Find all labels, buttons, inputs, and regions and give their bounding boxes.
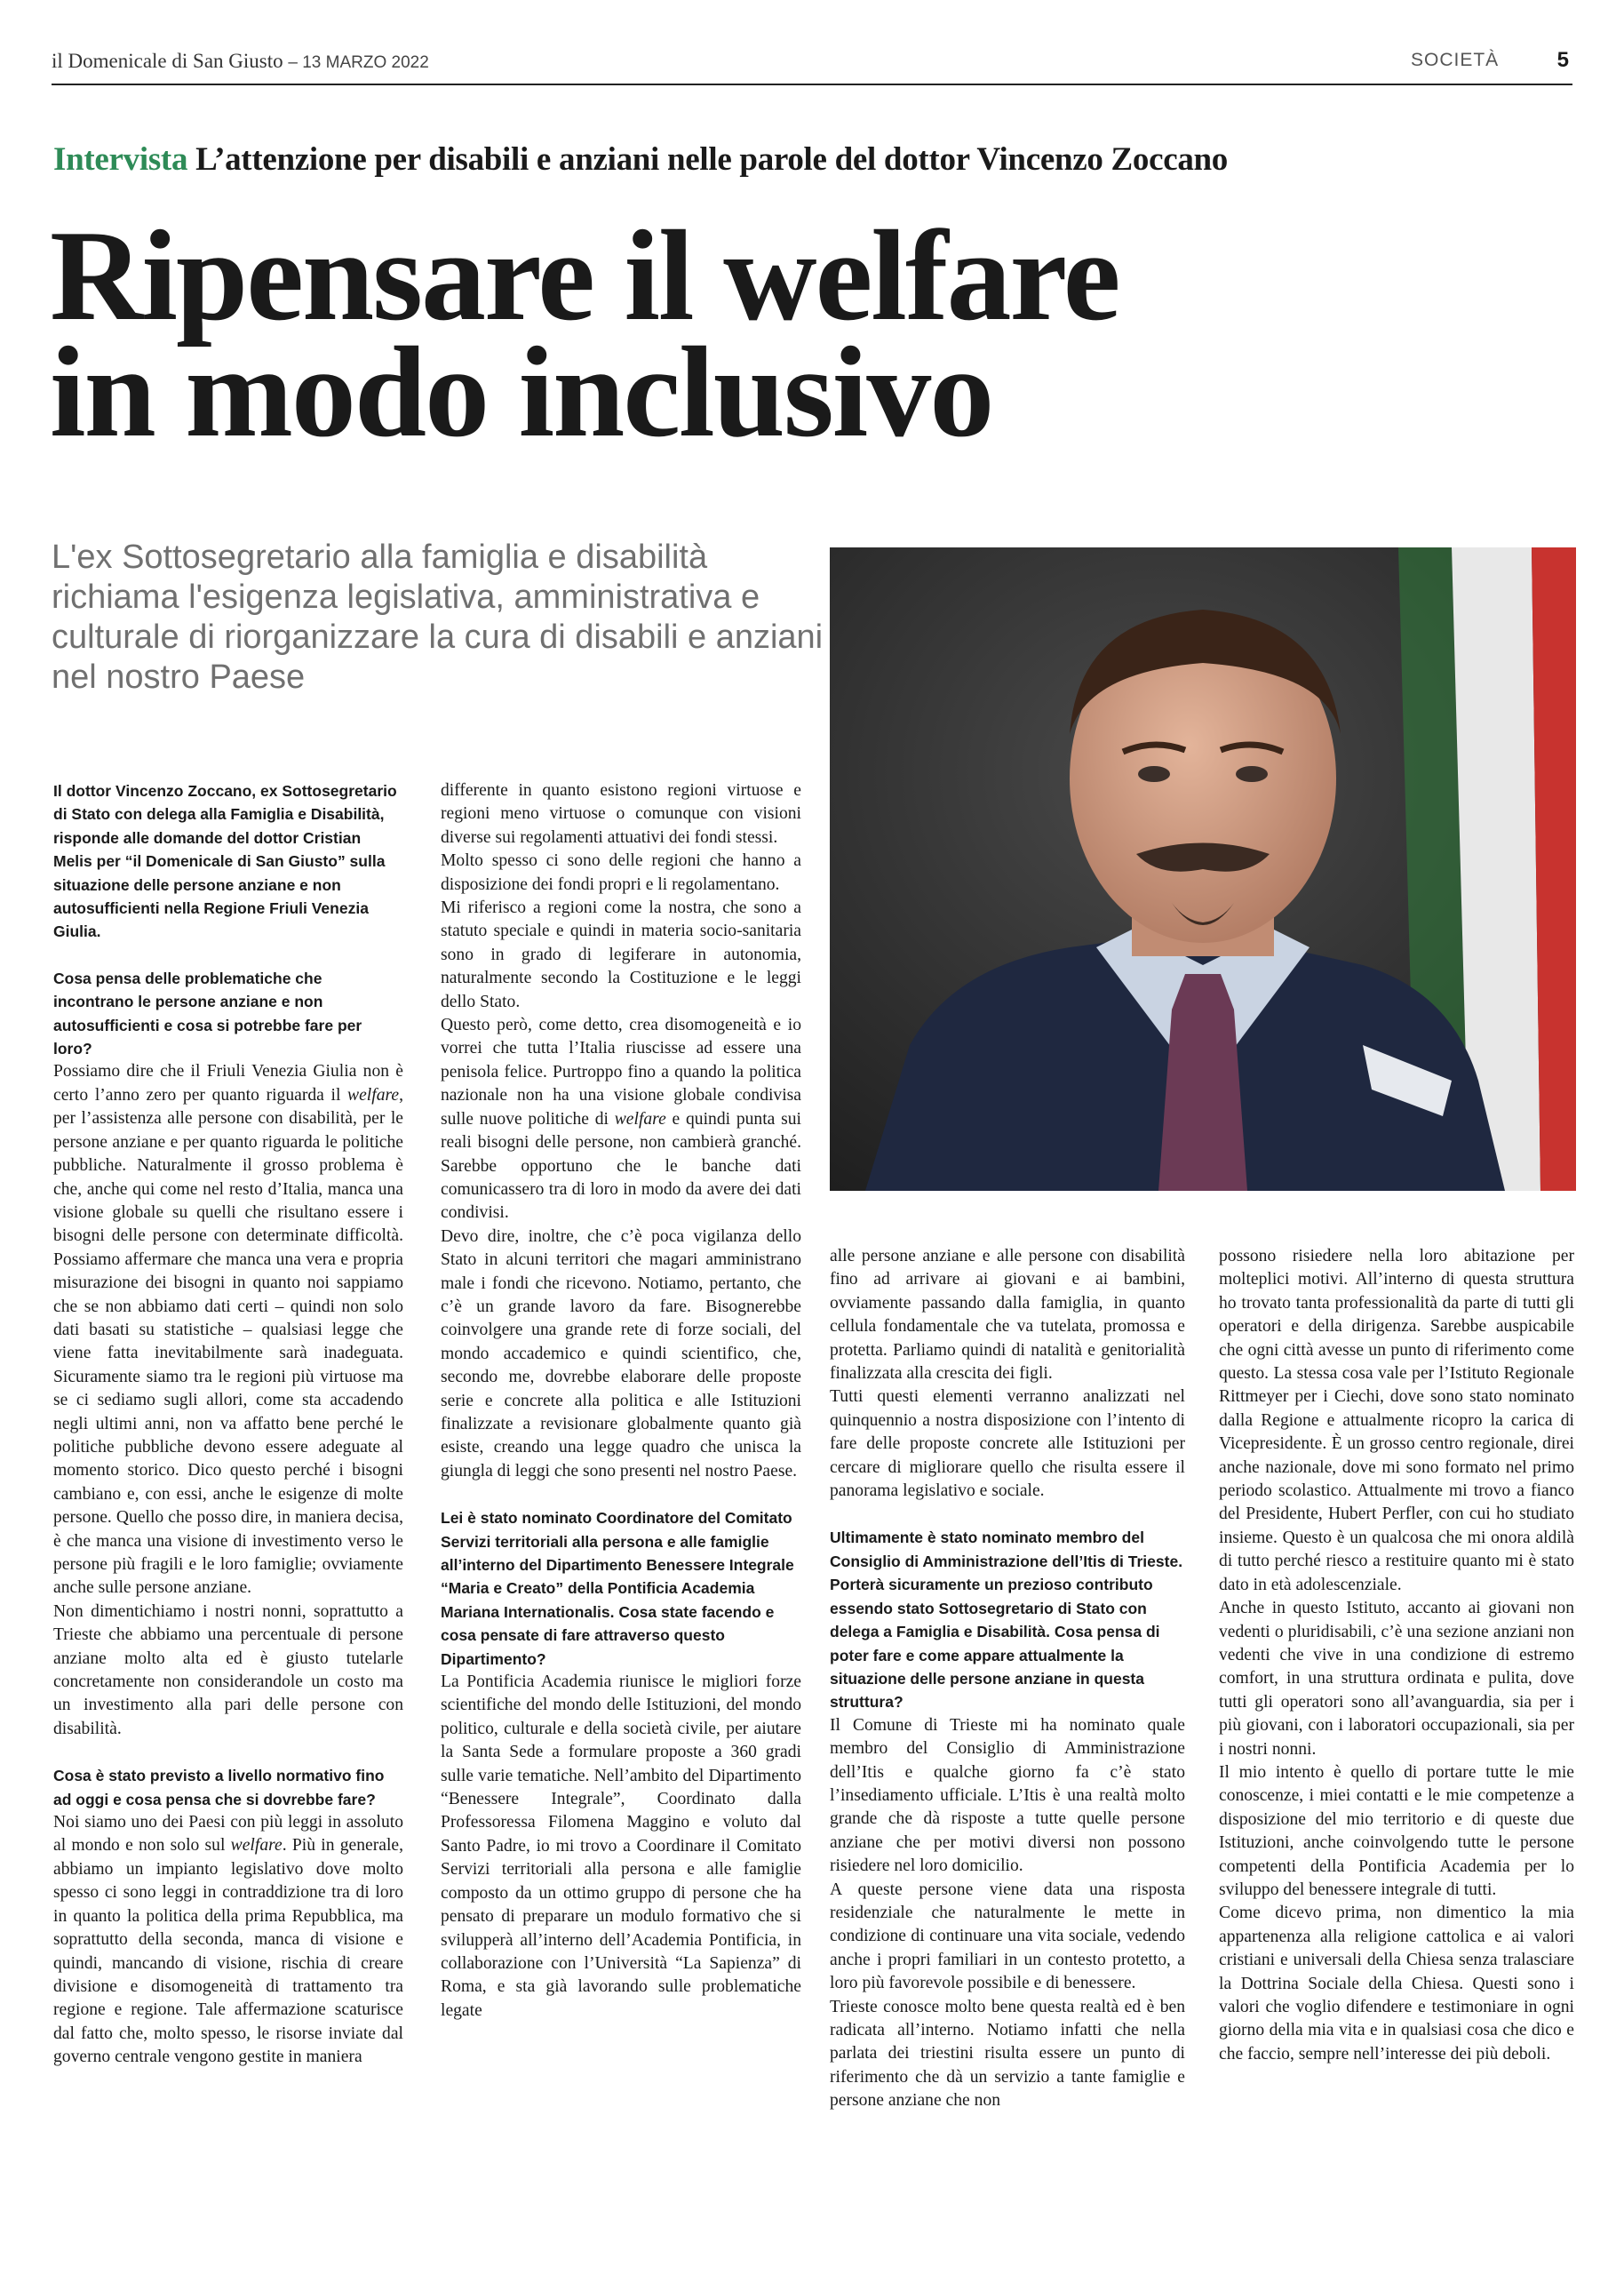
subheadline: L'ex Sottosegretario alla famiglia e disabilità richiama l'esigenza legislativa, amministrativa e culturale di riorganizzare la cura di disabili e anziani nel nostro Paese xyxy=(52,539,824,696)
answer-paragraph: Non dimentichiamo i nostri nonni, soprattutto a Trieste che abbiamo una percentuale di persone anziane molto alta ed è giusto tutelarle concretamente non considerandole un costo ma un investimento alla pari delle persone con disabilità. xyxy=(53,1601,403,1738)
masthead-title: il Domenicale di San Giusto xyxy=(52,50,283,72)
answer-paragraph: Questo però, come detto, crea disomogeneità e io vorrei che tutta l’Italia riuscisse ad essere una penisola felice. Purtroppo fino a quando la politica nazionale non ha una visione globale condivisa sulle nuove politiche di welfare e quindi punta sui reali bisogni delle persone, non cambierà granché. Sarebbe opportuno che le banche dati comunicassero tra di loro in modo da avere dei dati condivisi. xyxy=(441,1016,801,1223)
answer-paragraph: Mi riferisco a regioni come la nostra, che sono a statuto speciale e quindi in materia socio-sanitaria sono in grado di legiferare in autonomia, naturalmente secondo la Costituzione e le leggi dello Stato. xyxy=(441,898,801,1011)
section-label: SOCIETÀ xyxy=(1411,50,1500,70)
answer-paragraph: Trieste conosce molto bene questa realtà ed è ben radicata all’interno. Notiamo infatti che nella parlata dei triestini risulta essere un punto di riferimento che dà un servizio a tante famiglie e persone anziane che non xyxy=(830,1997,1185,2111)
article-lead: Il dottor Vincenzo Zoccano, ex Sottosegretario di Stato con delega alla Famiglia e Disabilità, risponde alle domande del dottor Cristian Melis per “il Domenicale di San Giusto” sulla situazione delle persone anziane e non autosufficienti nella Regione Friuli Venezia Giulia. xyxy=(53,782,397,941)
answer-paragraph: Il mio intento è quello di portare tutte le mie conoscenze, i miei contatti e le mie competenze a disposizione del mio territorio e di queste due Istituzioni, anche coinvolgendo tutte le persone competenti della Pontificia Academia per lo sviluppo del benessere integrale di tutti. xyxy=(1219,1762,1574,1899)
answer-paragraph: differente in quanto esistono regioni virtuose e regioni meno virtuose o comunque con visioni diverse sui regolamenti attuativi dei fondi stessi. xyxy=(441,781,801,847)
headline-line-1: Ripensare il welfare xyxy=(50,204,1119,347)
page-number: 5 xyxy=(1556,48,1569,72)
kicker-tag: Intervista xyxy=(53,141,188,178)
portrait-photo xyxy=(830,547,1576,1191)
interview-question: Lei è stato nominato Coordinatore del Comitato Servizi territoriali alla persona e alle famiglie all’interno del Dipartimento Benessere Integrale “Maria e Creato” della Pontificia Academia Mariana Internationalis. Cosa state facendo e cosa pensate di fare attraverso questo Dipartimento? xyxy=(441,1509,794,1668)
interview-question: Cosa pensa delle problematiche che incontrano le persone anziane e non autosufficienti e cosa si potrebbe fare per loro? xyxy=(53,969,362,1058)
answer-paragraph: Devo dire, inoltre, che c’è poca vigilanza dello Stato in alcuni territori che magari amministrano male i fondi che ricevono. Notiamo, pertanto, che c’è un grande lavoro da fare. Bisognerebbe coinvolgere una grande rete di forze sociali, del mondo accademico e quindi scientifico, che, secondo me, dovrebbe elaborare delle proposte serie e concrete alla politica e alle Istituzioni finalizzate a revisionare globalmente quanto già esiste, creando una legge quadro che unisca la giungla di leggi che sono presenti nel nostro Paese. xyxy=(441,1226,801,1481)
article-column-3 xyxy=(830,1245,1185,2113)
article-column-2 xyxy=(441,779,801,2023)
interview-question: Ultimamente è stato nominato membro del Consiglio di Amministrazione dell’Itis di Trieste. Porterà sicuramente un prezioso contributo essendo stato Sottosegretario di Stato con delega a Famiglia e Disabilità. Cosa pensa di poter fare e come appare attualmente la situazione delle persone anziane in questa struttura? xyxy=(830,1529,1183,1712)
answer-paragraph: Il Comune di Trieste mi ha nominato quale membro del Consiglio di Amministrazione dell’Itis e qualche giorno fa c’è stato l’insediamento ufficiale. L’Itis è una realtà molto grande che dà risposte a tutte quelle persone anziane che per motivi diversi non possono risiedere nel loro domicilio. xyxy=(830,1715,1185,1876)
masthead xyxy=(52,50,429,73)
answer-paragraph: possono risiedere nella loro abitazione per molteplici motivi. All’interno di questa struttura ho trovato tanta professionalità da parte di tutti gli operatori e della dirigenza. Sarebbe auspicabile che ogni città avesse un punto di riferimento come questo. La stessa cosa vale per l’Istituto Regionale Rittmeyer per i Ciechi, dove sono stato nominato dalla Regione e attualmente ricopro la carica di Vicepresidente. È un grosso centro regionale, direi anche nazionale, dove mi sono formato nel primo periodo scolastico. Attualmente mi trovo a fianco del Presidente, Hubert Perfler, con cui ho studiato insieme. Questo è un qualcosa che mi onora aldilà di tutto perché riesco a restituire quanto mi è stato dato in età adolescenziale. xyxy=(1219,1247,1574,1594)
headline xyxy=(50,204,1119,465)
answer-paragraph: Tutti questi elementi verranno analizzati nel quinquennio a nostra disposizione con l’intento di fare delle proposte concrete alle Istituzioni per cercare di migliorare quello che risulta essere il panorama legislativo e sociale. xyxy=(830,1387,1185,1501)
answer-paragraph: Anche in questo Istituto, accanto ai giovani non vedenti o pluridisabili, c’è una sezione anziani non vedenti che vive in una condizione di estremo comfort, in una struttura ordinata e pulita, dove tutti gli operatori sono all’avanguardia, sia per i più giovani, con i laboratori occupazionali, sia per i nostri nonni. xyxy=(1219,1599,1574,1759)
kicker xyxy=(53,140,1228,179)
issue-date: – 13 MARZO 2022 xyxy=(288,53,429,72)
answer-paragraph: Noi siamo uno dei Paesi con più leggi in assoluto al mondo e non solo sul welfare. Più in generale, abbiamo un impianto legislativo dove molto spesso ci sono leggi in contraddizione tra di loro in quanto la politica della prima Repubblica, ma soprattutto della seconda, manca di visione e quindi, mancando di visione, rischia di creare divisione e disomogeneità di trattamento tra regione e regione. Tale affermazione scaturisce dal fatto che, molto spesso, le risorse inviate dal governo centrale vengono gestite in maniera xyxy=(53,1813,403,2067)
answer-paragraph: Molto spesso ci sono delle regioni che hanno a disposizione dei fondi propri e li regolamentano. xyxy=(441,851,801,894)
interview-question: Cosa è stato previsto a livello normativo fino ad oggi e cosa pensa che si dovrebbe fare? xyxy=(53,1767,385,1808)
article-column-4 xyxy=(1219,1245,1574,2066)
answer-paragraph: La Pontificia Academia riunisce le migliori forze scientifiche del mondo delle Istituzioni, del mondo politico, culturale e della società civile, per aiutare la Santa Sede a formulare proposte a 360 gradi sulle varie tematiche. Nell’ambito del Dipartimento “Benessere Integrale”, Coordinato dalla Professoressa Filomena Maggino e voluto dal Santo Padre, io mi trovo a Coordinare il Comitato Servizi territoriali alla persona e alle famiglie composto da un ottimo gruppo di persone che ha pensato di preparare un modulo formativo che si svilupperà all’interno dell’Academia Pontificia, in collaborazione con l’Università “La Sapienza” di Roma, e sta già lavorando sulle problematiche legate xyxy=(441,1672,801,2020)
page-header xyxy=(52,44,1572,85)
article-column-1 xyxy=(53,779,403,2070)
answer-paragraph: Possiamo dire che il Friuli Venezia Giulia non è certo l’anno zero per quanto riguarda il welfare, per l’assistenza alle persone con disabilità, per le persone anziane e per quanto riguarda le politiche pubbliche. Naturalmente il grosso problema è che, anche qui come nel resto d’Italia, manca una visione globale su quelli che risultano essere i bisogni delle persone con determinate difficoltà. Possiamo affermare che manca una vera e propria misurazione dei bisogni in quanto noi sappiamo che se non abbiamo dati certi – quindi non solo dati basati su statistiche – qualsiasi legge che viene fatta inevitabilmente sarà inadeguata. Sicuramente siamo tra le regioni più virtuose ma se ci sediamo sugli allori, come sta accadendo negli ultimi anni, non va affatto bene perché le politiche pubbliche devono essere adeguate al momento storico. Dico questo perché i bisogni cambiano e, con essi, anche le esigenze di molte persone. Quello che posso dire, in maniera decisa, è che manca una visione di investimento verso le persone più fragili e le loro famiglie; ovviamente anche sulle persone anziane. xyxy=(53,1062,403,1598)
answer-paragraph: Come dicevo prima, non dimentico la mia appartenenza alla religione cattolica e ai valori cristiani e universali della Chiesa senza tralasciare la Dottrina Sociale della Chiesa. Questi sono i valori che voglio difendere e testimoniare in ogni giorno della mia vita e in qualsiasi cosa che dico e che faccio, sempre nell’interesse dei più deboli. xyxy=(1219,1904,1574,2063)
answer-paragraph: alle persone anziane e alle persone con disabilità fino ad arrivare ai giovani e ai bambini, ovviamente passando dalla famiglia, in quanto cellula fondamentale che va tutelata, promossa e protetta. Parliamo quindi di natalità e genitorialità finalizzata alla crescita dei figli. xyxy=(830,1247,1185,1384)
kicker-text: L’attenzione per disabili e anziani nelle parole del dottor Vincenzo Zoccano xyxy=(187,141,1228,178)
answer-paragraph: A queste persone viene data una risposta residenziale che naturalmente le mette in condizione di continuare una vita sociale, vedendo anche i propri familiari in un contesto protetto, a loro più favorevole possibile e di benessere. xyxy=(830,1880,1185,1993)
headline-line-2: in modo inclusivo xyxy=(50,320,993,465)
portrait-illustration xyxy=(830,547,1576,1191)
